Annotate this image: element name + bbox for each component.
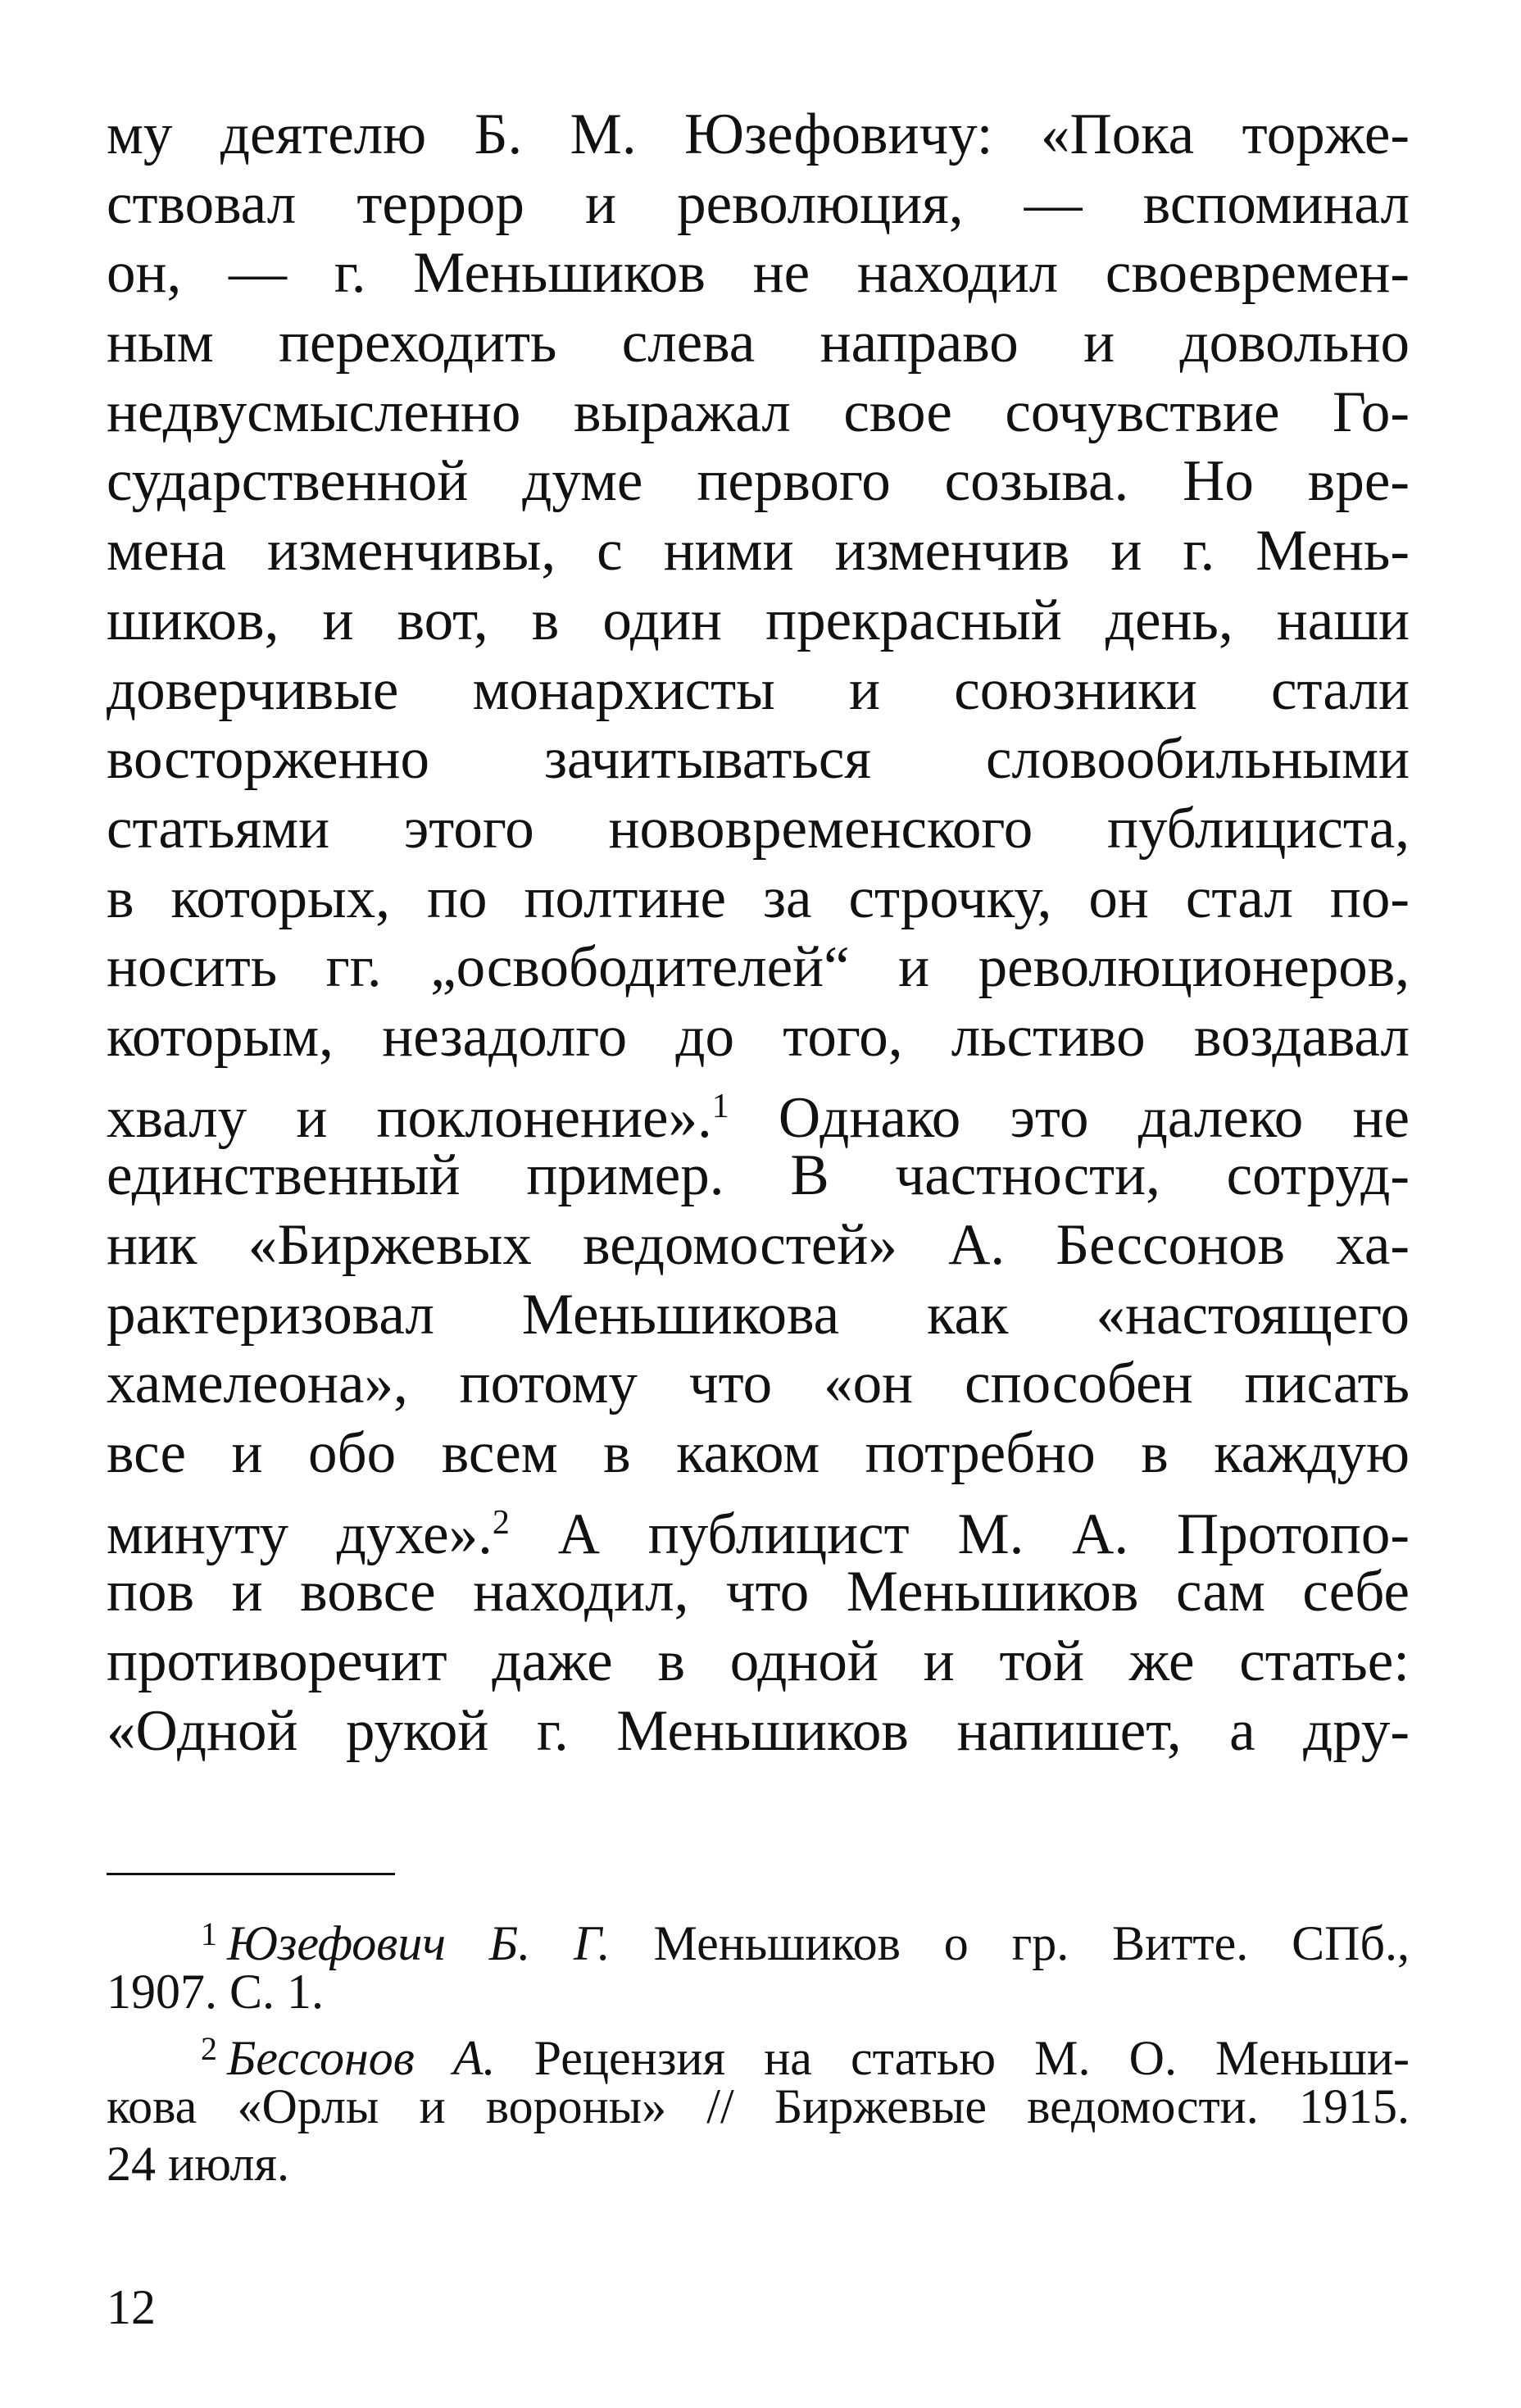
text-line: недвусмысленно выражал свое сочувствие Го- [107,379,1410,444]
text-line: му деятелю Б. М. Юзефовичу: «Пока торже- [107,102,1410,166]
footnote-number: 1 [201,1915,217,1952]
text-line: ник «Биржевых ведомостей» А. Бессонов ха- [107,1213,1410,1277]
footnote-1-line: 1907. С. 1. [107,1965,325,2019]
text-line: носить гг. „освободителей“ и революционеров, [107,935,1410,1000]
text-line [107,1488,1410,1566]
text-segment: хвалу и поклонение». [107,1085,712,1150]
text-line: мена изменчивы, с ними изменчив и г. Мень- [107,519,1410,584]
footnote-divider [107,1873,395,1875]
page-number: 12 [107,2280,156,2334]
text-line: хамелеона», потому что «он способен писать [107,1352,1410,1416]
text-line: все и обо всем в каком потребно в каждую [107,1421,1410,1486]
text-line: единственный пример. В частности, сотруд- [107,1143,1410,1208]
main-text [107,100,1410,1766]
text-line: которым, незадолго до того, льстиво воздавал [107,1004,1410,1069]
footnote-text: Меньшиков о гр. Витте. СПб., [610,1916,1410,1970]
text-line: ным переходить слева направо и довольно [107,311,1410,375]
text-line: рактеризовал Меньшикова как «настоящего [107,1282,1410,1347]
footnote-2-line: 24 июля. [107,2137,289,2191]
text-line: статьями этого нововременского публициста, [107,796,1410,861]
footnote-author: Юзефович Б. Г. [227,1916,611,1970]
footnote-2-line [107,2020,1410,2085]
text-line: в которых, по полтине за строчку, он стал по- [107,866,1410,930]
text-line: он, — г. Меньшиков не находил своевремен- [107,241,1410,306]
footnote-author: Бессонов А. [227,2031,496,2085]
footnote-ref[interactable]: 1 [711,1087,729,1125]
text-line [107,1072,1410,1150]
text-line: шиков, и вот, в один прекрасный день, наши [107,588,1410,652]
text-line: «Одной рукой г. Меньшиков напишет, а дру- [107,1698,1410,1763]
footnotes [107,1906,1410,2192]
text-segment: Однако это далеко не [729,1085,1410,1150]
footnote-text: Рецензия на статью М. О. Меньши- [495,2031,1410,2085]
text-line: пов и вовсе находил, что Меньшиков сам себе [107,1560,1410,1624]
text-line: противоречит даже в одной и той же статье: [107,1629,1410,1694]
text-line: сударственной думе первого созыва. Но вре- [107,449,1410,514]
footnote-2-line: кова «Орлы и вороны» // Биржевые ведомости. 1915. [107,2079,1410,2133]
text-line: восторженно зачитываться словообильными [107,727,1410,792]
footnote-number: 2 [201,2030,217,2067]
text-line: ствовал террор и революция, — вспоминал [107,171,1410,236]
footnote-ref[interactable]: 2 [492,1503,510,1542]
text-line: доверчивые монархисты и союзники стали [107,657,1410,722]
text-segment: минуту духе». [107,1502,493,1566]
footnote-1-line [107,1906,1410,1970]
text-segment: А публицист М. А. Протопо- [509,1502,1410,1566]
